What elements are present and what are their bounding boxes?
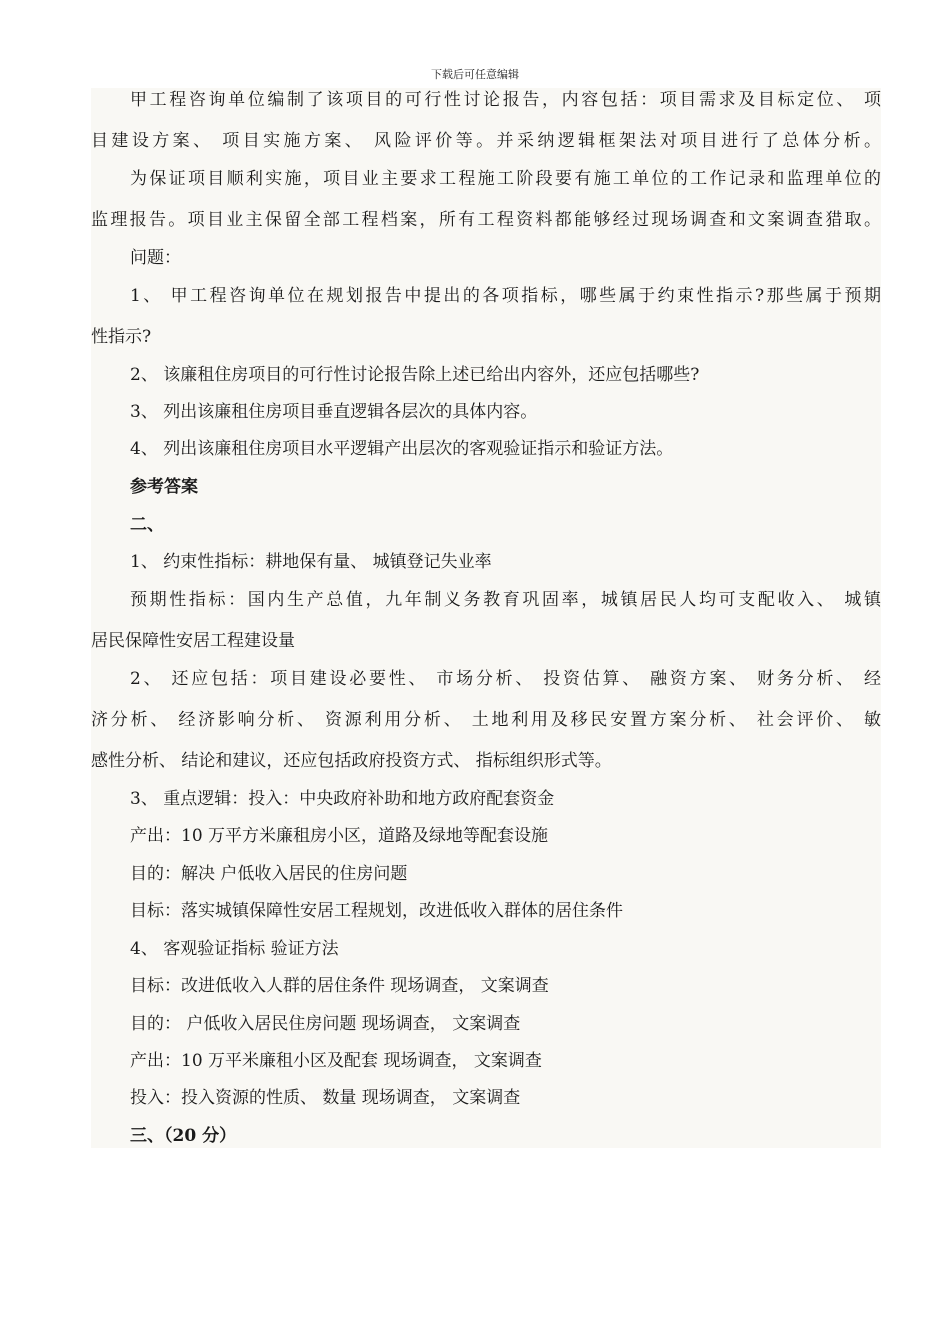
answer-line: 产出：10 万平米廉租小区及配套 现场调查， 文案调查	[130, 1051, 542, 1071]
paragraph-line: 监理报告。项目业主保留全部工程档案，所有工程资料都能够经过现场调查和文案调查猎取。	[91, 210, 881, 230]
answer-line: 2、 还应包括：项目建设必要性、 市场分析、 投资估算、 融资方案、 财务分析、 经	[130, 669, 881, 689]
paragraph-line: 目建设方案、 项目实施方案、 风险评价等。并采纳逻辑框架法对项目进行了总体分析。	[91, 131, 881, 151]
section-heading: 二、	[130, 515, 164, 535]
question-item: 1、 甲工程咨询单位在规划报告中提出的各项指标，哪些属于约束性指示?那些属于预期	[130, 286, 881, 306]
section-heading: 三、（20 分）	[130, 1126, 237, 1146]
answer-line: 济分析、 经济影响分析、 资源利用分析、 土地利用及移民安置方案分析、 社会评价、 敏	[91, 710, 881, 730]
answer-line: 居民保障性安居工程建设量	[91, 631, 295, 651]
answer-line: 投入：投入资源的性质、 数量 现场调查， 文案调查	[130, 1088, 521, 1108]
document-body	[91, 88, 881, 1148]
answer-line: 目的： 户低收入居民住房问题 现场调查， 文案调查	[130, 1014, 521, 1034]
question-heading: 问题：	[130, 248, 181, 268]
answer-line: 产出：10 万平方米廉租房小区，道路及绿地等配套设施	[130, 826, 549, 846]
answer-line: 目的：解决 户低收入居民的住房问题	[130, 864, 408, 884]
answer-line: 目标：改进低收入人群的居住条件 现场调查， 文案调查	[130, 976, 549, 996]
answer-line: 3、 重点逻辑：投入：中央政府补助和地方政府配套资金	[130, 789, 555, 809]
question-item-continued: 性指示?	[91, 327, 152, 347]
answer-line: 预期性指标：国内生产总值，九年制义务教育巩固率，城镇居民人均可支配收入、 城镇	[130, 590, 881, 610]
answer-heading: 参考答案	[130, 477, 198, 497]
answer-line: 1、 约束性指标：耕地保有量、 城镇登记失业率	[130, 552, 492, 572]
question-item: 3、 列出该廉租住房项目垂直逻辑各层次的具体内容。	[130, 402, 538, 422]
question-item: 4、 列出该廉租住房项目水平逻辑产出层次的客观验证指示和验证方法。	[130, 439, 674, 459]
paragraph-line: 为保证项目顺利实施，项目业主要求工程施工阶段要有施工单位的工作记录和监理单位的	[130, 169, 881, 189]
paragraph-line: 甲工程咨询单位编制了该项目的可行性讨论报告，内容包括：项目需求及目标定位、 项	[130, 90, 881, 110]
answer-line: 感性分析、 结论和建议，还应包括政府投资方式、 指标组织形式等。	[91, 751, 612, 771]
page-header: 下载后可任意编辑	[431, 68, 519, 81]
answer-line: 目标：落实城镇保障性安居工程规划，改进低收入群体的居住条件	[130, 901, 623, 921]
question-item: 2、 该廉租住房项目的可行性讨论报告除上述已给出内容外，还应包括哪些?	[130, 365, 700, 385]
answer-line: 4、 客观验证指标 验证方法	[130, 939, 339, 959]
